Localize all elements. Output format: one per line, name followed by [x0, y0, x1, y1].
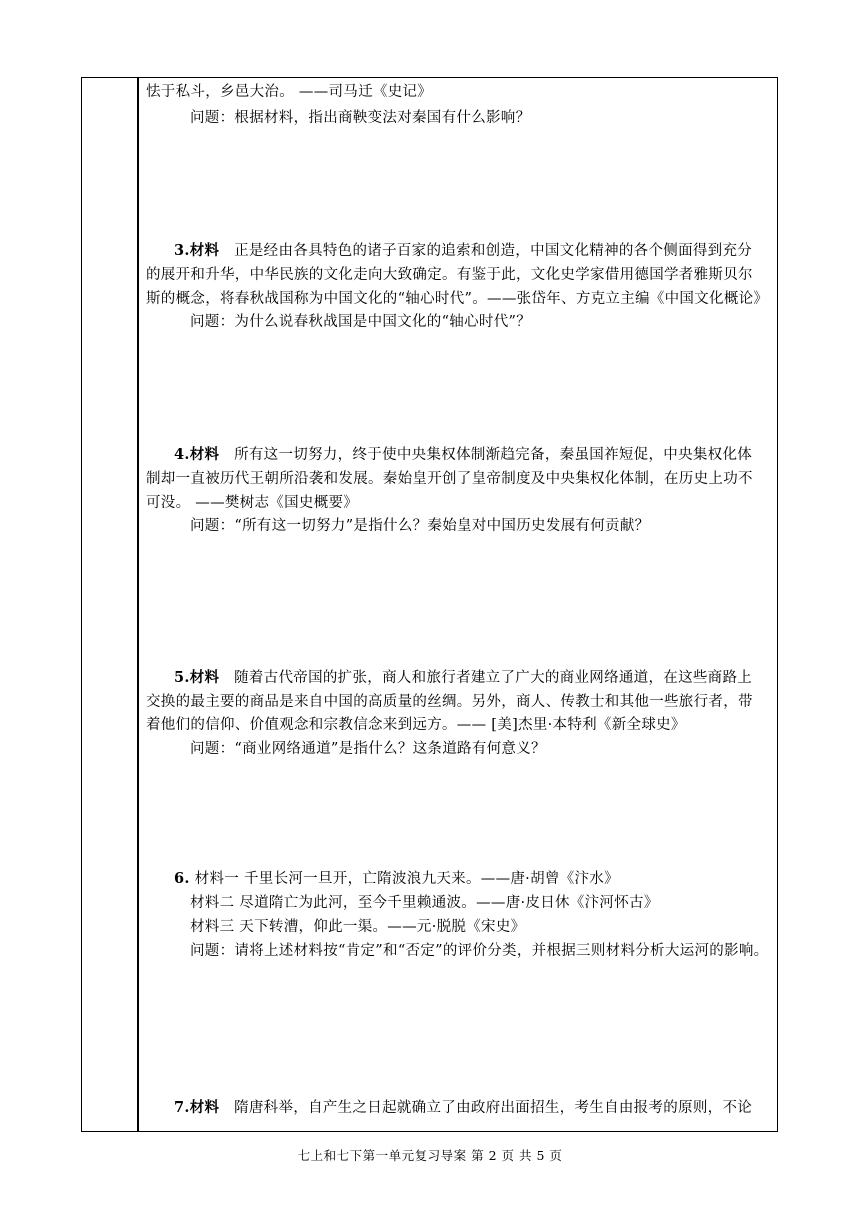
material-6-line-2: 材料二 尽道隋亡为此河，至今千里赖通波。——唐·皮日休《汴河怀古》 — [190, 895, 659, 911]
material-3-line-2: 的展开和升华，中华民族的文化走向大致确定。有鉴于此，文化史学家借用德国学者雅斯贝尔 — [146, 267, 753, 283]
question-3: 问题：为什么说春秋战国是中国文化的“轴心时代”？ — [190, 314, 532, 330]
material-6-text-1: 材料一 千里长河一旦开，亡隋波浪九天来。——唐·胡曾《汴水》 — [194, 871, 619, 887]
material-6-number: 6. — [174, 870, 190, 887]
material-5-label: 5.材料 — [174, 669, 220, 686]
column-divider — [137, 77, 139, 1132]
material-6-line-1 — [174, 867, 619, 888]
question-4: 问题：“所有这一切努力”是指什么？秦始皇对中国历史发展有何贡献？ — [190, 518, 650, 534]
page-footer: 七上和七下第一单元复习导案 第 2 页 共 5 页 — [297, 1148, 563, 1163]
material-7-label: 7.材料 — [174, 1099, 220, 1116]
material-5-line-3: 着他们的信仰、价值观念和宗教信念来到远方。—— [美]杰里·本特利《新全球史》 — [146, 717, 686, 733]
material-7-text: 隋唐科举，自产生之日起就确立了由政府出面招生，考生自由报考的原则，不论 — [234, 1100, 753, 1116]
material-4-line-1 — [174, 443, 752, 464]
table-frame — [81, 77, 778, 1132]
material-5-line-2: 交换的最主要的商品是来自中国的高质量的丝绸。另外，商人、传教士和其他一些旅行者，带 — [146, 694, 753, 710]
question-2: 问题：根据材料，指出商鞅变法对秦国有什么影响？ — [190, 110, 531, 126]
question-5: 问题：“商业网络通道”是指什么？这条道路有何意义？ — [190, 741, 546, 757]
material-4-text: 所有这一切努力，终于使中央集权体制渐趋完备，秦虽国祚短促，中央集权化体 — [234, 447, 753, 463]
material-3-text: 正是经由各具特色的诸子百家的追索和创造，中国文化精神的各个侧面得到充分 — [234, 243, 753, 259]
material-7-line-1 — [174, 1096, 752, 1117]
material-3-line-3: 斯的概念，将春秋战国称为中国文化的“轴心时代”。——张岱年、方克立主编《中国文化概论》 — [146, 291, 769, 307]
material-3-line-1 — [174, 239, 752, 260]
material-2-tail: 怯于私斗，乡邑大治。 ——司马迁《史记》 — [146, 84, 433, 100]
material-5-text: 随着古代帝国的扩张，商人和旅行者建立了广大的商业网络通道，在这些商路上 — [234, 670, 753, 686]
material-3-label: 3.材料 — [174, 242, 220, 259]
material-4-line-2: 制却一直被历代王朝所沿袭和发展。秦始皇开创了皇帝制度及中央集权化体制，在历史上功不 — [146, 471, 753, 487]
material-4-line-3: 可没。 ——樊树志《国史概要》 — [146, 495, 359, 511]
material-6-line-3: 材料三 天下转漕，仰此一渠。——元·脱脱《宋史》 — [190, 919, 526, 935]
question-6: 问题：请将上述材料按“肯定”和“否定”的评价分类，并根据三则材料分析大运河的影响。 — [190, 943, 769, 959]
material-5-line-1 — [174, 666, 752, 687]
material-4-label: 4.材料 — [174, 446, 220, 463]
